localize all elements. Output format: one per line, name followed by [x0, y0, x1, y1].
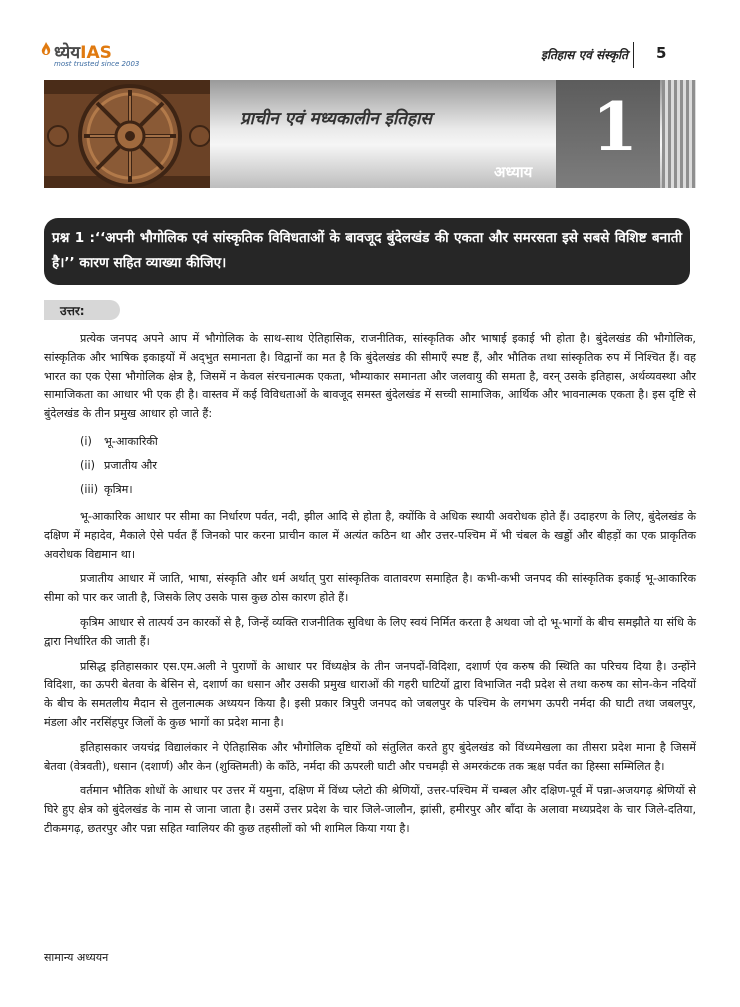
list-item-number: (iii) [80, 482, 99, 496]
brand-logo [40, 40, 170, 72]
paragraph-intro: प्रत्येक जनपद अपने आप में भौगोलिक के साथ-साथ ऐतिहासिक, राजनीतिक, सांस्कृतिक और भाषाई इकाई भी होता है। बुंदेलखंड की भौगोलिक, सांस्कृतिक और भाषिक इकाइयों में अद्‌भुत समानता है। विद्वानों का मत है कि बुंदेलखंड की सीमाएँ स्पष्ट हैं, और भौतिक तथा सांस्कृतिक रुप में निश्चित हैं। वह भारत का एक ऐसा भौगोलिक क्षेत्र है, जिसमें न केवल संरचनात्मक एकता, भौम्याकार समानता और जलवायु की समता है, वरन् उसके इतिहास, अर्थव्यवस्था और सामाजिकता का आधार भी एक ही है। वास्तव में कई विविधताओं के बावजूद समस्त बुंदेलखंड में सच्ची सामाजिक, आर्थिक और भावनात्मक एकता है। इस दृष्टि से बुंदेलखंड के तीन प्रमुख आधार हो जाते हैं: [44, 332, 697, 421]
list-item-text: प्रजातीय और [104, 458, 157, 472]
running-head: इतिहास एवं संस्कृति [540, 48, 628, 62]
logo-name: ध्येय [54, 43, 81, 63]
answer-body [44, 330, 696, 845]
logo-ias: IAS [80, 43, 112, 63]
logo-flame-icon [40, 42, 52, 58]
list-item [44, 478, 696, 502]
paragraph-geomorphic: भू-आकारिक आधार पर सीमा का निर्धारण पर्वत, नदी, झील आदि से होता है, क्योंकि वे अधिक स्थायी अवरोधक होते हैं। उदाहरण के लिए, बुंदेलखंड के दक्षिण में महादेव, मैकाले ऐसे पर्वत हैं जिनको पार करना प्राचीन काल में अत्यंत कठिन था और उत्तर-पश्चिम में भी चंबल के खड्डों और बीहड़ों का एक प्राकृतिक अवरोधक विद्यमान था। [44, 509, 696, 561]
chapter-label: अध्याय [494, 163, 533, 181]
page-footer: सामान्य अध्ययन [44, 951, 109, 964]
question-text: प्रश्न 1 :‘‘अपनी भौगोलिक एवं सांस्कृतिक विविधताओं के बावजूद बुंदेलखंड की एकता और समरसता इसे सबसे विशिष्ट बनाती है।’’ कारण सहित व्याख्या कीजिए। [52, 230, 682, 271]
list-item [44, 430, 696, 454]
wheel-image [44, 80, 210, 188]
chapter-title: प्राचीन एवं मध्यकालीन इतिहास [240, 109, 432, 129]
paragraph-jaychandra: इतिहासकार जयचंद्र विद्यालंकार ने ऐतिहासिक और भौगोलिक दृष्टियों को संतुलित करते हुए बुंदेलखंड को विंध्यमेखला का तीसरा प्रदेश माना है जिसमें बेतवा (वेत्रवती), धसान (दशार्ण) और केन (शुक्तिमती) के काँठे, नर्मदा की ऊपरली घाटी और पचमढ़ी से अमरकंटक तक ऋक्ष पर्वत का हिस्सा सम्मिलित है। [44, 740, 696, 773]
list-item [44, 454, 696, 478]
answer-label: उत्तर: [60, 304, 85, 318]
paragraph-ethnic: प्रजातीय आधार में जाति, भाषा, संस्कृति और धर्म अर्थात् पुरा सांस्कृतिक वातावरण समाहित है। कभी-कभी जनपद की सांस्कृतिक इकाई भू-आकारिक सीमा को पार कर जाती है, जिसके लिए उसके पास कुछ ठोस कारण होते हैं। [44, 572, 696, 605]
page-number: 5 [656, 44, 667, 62]
list-item-text: भू-आकारिकी [104, 434, 158, 448]
banner-stripes [662, 80, 696, 188]
list-item-number: (ii) [80, 458, 95, 472]
wheel-illustration [44, 80, 210, 188]
paragraph-artificial: कृत्रिम आधार से तात्पर्य उन कारकों से है, जिन्हें व्यक्ति राजनीतिक सुविधा के लिए स्वयं निर्मित करता है अथवा जो दो भू-भागों के बीच समझौते या संधि के द्वारा निर्धारित की जाती हैं। [44, 615, 696, 648]
list-item-number: (i) [80, 434, 92, 448]
chapter-banner [44, 80, 696, 188]
paragraph-modern: वर्तमान भौतिक शोधों के आधार पर उत्तर में यमुना, दक्षिण में विंध्य प्लेटो की श्रेणियों, उत्तर-पश्चिम में चम्बल और दक्षिण-पूर्व में पन्ना-अजयगढ़ श्रेणियों से घिरे हुए क्षेत्र को बुंदेलखंड के नाम से जाना जाता है। उसमें उत्तर प्रदेश के चार जिले-जालौन, झांसी, हमीरपुर और बाँदा के अलावा मध्यप्रदेश के चार जिले-दतिया, टीकमगढ़, छतरपुर और पन्ना सहित ग्वालियर की कुछ तहसीलों को भी शामिल किया गया है। [44, 784, 696, 835]
answer-label-tag [44, 300, 120, 320]
list-item-text: कृत्रिम। [104, 482, 133, 496]
logo-tagline: most trusted since 2003 [54, 60, 140, 68]
chapter-number: 1 [592, 88, 638, 166]
basis-list [44, 430, 696, 502]
question-box [44, 218, 690, 285]
header-divider [633, 42, 634, 68]
paragraph-sm-ali: प्रसिद्ध इतिहासकार एस.एम.अली ने पुराणों के आधार पर विंध्यक्षेत्र के तीन जनपदों-विदिशा, दशार्ण एंव करुष की स्थिति का परिचय दिया है। उन्होंने विदिशा, का ऊपरी बेतवा के बेसिन से, दशार्ण का धसान और उसकी प्रमुख धाराओं की गहरी घाटियों द्वारा विभाजित नदी प्रदेश से तथा करुष का सोन-केन नदियों के बीच के समतलीय मैदान से तुलनात्मक अध्ययन किया है। इसी प्रकार त्रिपुरी जनपद को जबलपुर के पश्चिम के लगभग ऊपरी नर्मदा की घाटी तथा जबलपुर, मंडला और नरसिंहपुर जिलों के कुछ भागों का प्रदेश माना है। [44, 659, 696, 729]
chapter-number-block [556, 80, 660, 188]
